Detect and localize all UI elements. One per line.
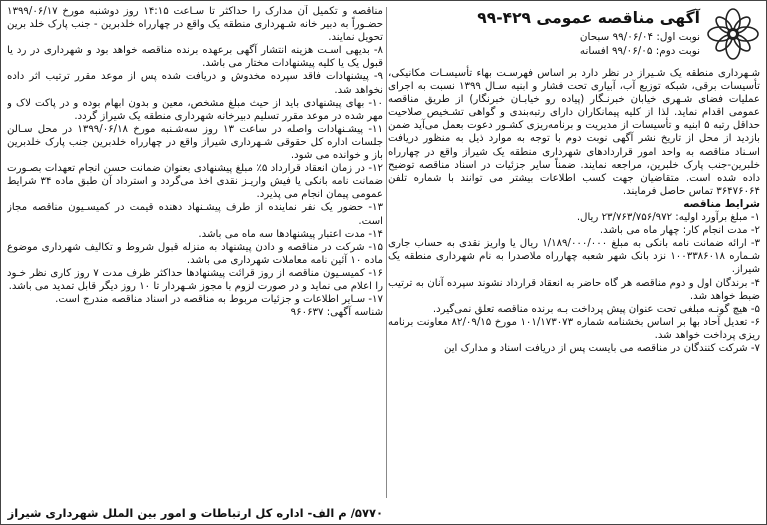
right-column [388, 5, 760, 500]
condition-item: ۱۱- پیشـنهادات واصله در ساعت ۱۳ روز سه‌شـنبه مورخ ۱۳۹۹/۰۶/۱۸ در محل سـالن جلسات اداره کل حقوقی شـهرداری شیراز واقع در چهارراه خلدبرین جنب پارک خلدبرین باز و خوانده می شود. [7, 123, 383, 162]
condition-item: ۱۲- در زمان انعقاد قرارداد ۵٪ مبلغ پیشنهادی بعنوان ضمانت حسن انجام تعهدات بصـورت ضمانت نامه بانکی یا فیش واریـز نقدی اخذ می‌گردد و استرداد آن طبق ماده ۳۴ شرایط عمومی پیمان انجام می پذیرد. [7, 163, 383, 201]
condition-item: ۲- مدت انجام کار: چهار ماه می باشد. [599, 225, 760, 237]
condition-item: ۱۷- سـایر اطلاعات و جزئیات مربوط به مناقصه در اسناد مناقصه مندرج است. [55, 294, 383, 306]
intro-paragraph: شـهرداری منطقه یک شـیراز در نظر دارد بر اساس فهرسـت بهاء تأسیسـات مکانیکی، تأسیسات برقی، شبکه توزیع آب، آبیاری تحت فشار و ابنیه سـال ۱۳۹۹ نسبت به اجرای عملیات فضای شـهری خیابان خبرنـگار (پیاده رو خیابـان خبرنگار) از طریق مناقصه عمومی اقدام نماید. لذا از کلیه پیمانکاران دارای رتبه‌بندی و گواهی تشـخیص صلاحیت حداقل رتبه ۵ ابنیه و تأسیسات از مدیریت و برنامه‌ریزی کشـور دعوت بعمل می‌آید ضمن بازدید از محل از تاریخ نشر آگهی نوبت دوم با توجه به موارد ذیل به منظور دریافت اسـناد مناقصه به واحد امور قراردادهای شهرداری منطقه یک شیراز واقع در چهارراه خلبرین-جنب پارک خلبرین، مراجعه نمایند. ضمناً سایر جزئیات در اسناد مناقصه توضیح داده شده است. متقاضیان جهت کسب اطلاعات بیشتر می توانند با شماره تلفن ۳۶۴۷۶۰۶۴ تماس حاصل فرمایند. [388, 68, 760, 197]
condition-item: ۴- برندگان اول و دوم مناقصه هر گاه حاضر به انعقاد قرارداد نشوند سپرده آنان به ترتیب ضبط خواهد شد. [388, 277, 760, 302]
condition-item: ۶- تعدیل آحاد بها بر اساس بخشنامه شماره ۱۰۱/۱۷۳۰۷۳ مورخ ۸۲/۰۹/۱۵ معاونت برنامه ریزی پرداخت خواهد شد. [388, 316, 760, 341]
left-column [7, 5, 383, 500]
condition-item: ۱۳- حضور یک نفر نماینده از طرف پیشـنهاد دهنده قیمت در کمیسـیون مناقصه مجاز است. [7, 202, 383, 227]
publisher-footer: ۵۷۷۰/ م الف- اداره کل ارتباطات و امور بین الملل شهرداری شیراز [7, 506, 383, 520]
condition-item: ۱۴- مدت اعتبار پیشنهادها سه ماه می باشد. [198, 228, 383, 240]
condition-item: ۱۰- بهای پیشنهادی باید از حیث مبلغ مشخص، معین و بدون ابهام بوده و در پاکت لاک و مهر شده در موعد مقرر تسلیم دبیرخانه شهرداری منطقه یک شیراز گردد. [7, 97, 383, 122]
conditions-title: شرایط مناقصه [683, 197, 760, 210]
condition-item: ۱۶- کمیسـیون مناقصه از روز قرائت پیشنهادها حداکثر ظرف مدت ۷ روز کاری نظر خـود را اعلام می نماید و در صورت لزوم با مجوز شـهردار تا ۱۰ روز دیگر قابل تمدید می باشد. [7, 267, 383, 292]
second-turn-date: نوبت دوم: ۹۹/۰۶/۰۵ افسانه [579, 45, 700, 57]
column-divider [386, 7, 387, 498]
notice-header [388, 5, 760, 67]
condition-item: ۹- پیشنهادات فاقد سپرده مخدوش و دریافت شده پس از موعد مقرر ترتیب اثر داده نخواهد شد. [7, 71, 383, 96]
condition-item: ۸- بدیهی اسـت هزینه انتشار آگهی برعهده برنده مناقصه خواهد بود و شهرداری در رد یا قبول یک یا کلیه پیشنهادات مختار می باشد. [7, 45, 383, 70]
ad-id: شناسه آگهی: ۹۶۰۶۳۷ [290, 307, 383, 319]
condition-item: مناقصه و تکمیل آن مدارک را حداکثر تا سـاعت ۱۴:۱۵ روز دوشنبه مورخ ۱۳۹۹/۰۶/۱۷ حضـوراً به دبیر خانه شـهرداری منطقه یک واقع در چهارراه خلدبرین - جنب پارک خلد برین تحویل نمایند. [7, 6, 383, 44]
notice-title: آگهی مناقصه عمومی ۴۲۹-۹۹ [477, 9, 700, 27]
first-turn-date: نوبت اول: ۹۹/۰۶/۰۴ سبحان [579, 31, 700, 43]
condition-item: ۵- هیچ گونـه مبلغی تحت عنوان پیش پرداخت بـه برنده مناقصه تعلق نمی‌گیرد. [432, 303, 760, 315]
condition-item: ۱۵- شرکت در مناقصه و دادن پیشنهاد به منزله قبول شروط و تکالیف شهرداری موضوع ماده ۱۰ آئین نامه معاملات شهرداری می باشد. [7, 241, 383, 266]
condition-item: ۳- ارائه ضمانت نامه بانکی به مبلغ ۱/۱۸۹/۰۰۰/۰۰۰ ریال یا واریز نقدی به حساب جاری شـماره ۱۰۰۳۳۸۶۰۱۸ نزد بانک شهر شعبه چهارراه ملاصدرا به نام شهرداری منطقه یک شیراز. [388, 238, 760, 276]
shiraz-municipality-flower-logo-icon [706, 7, 760, 61]
condition-item: ۱- مبلغ برآورد اولیه: ۲۳/۷۶۳/۷۵۶/۹۷۲ ریال. [576, 212, 760, 224]
condition-item: ۷- شرکت کنندگان در مناقصه می بایست پس از دریافت اسناد و مدارک این [443, 342, 760, 354]
